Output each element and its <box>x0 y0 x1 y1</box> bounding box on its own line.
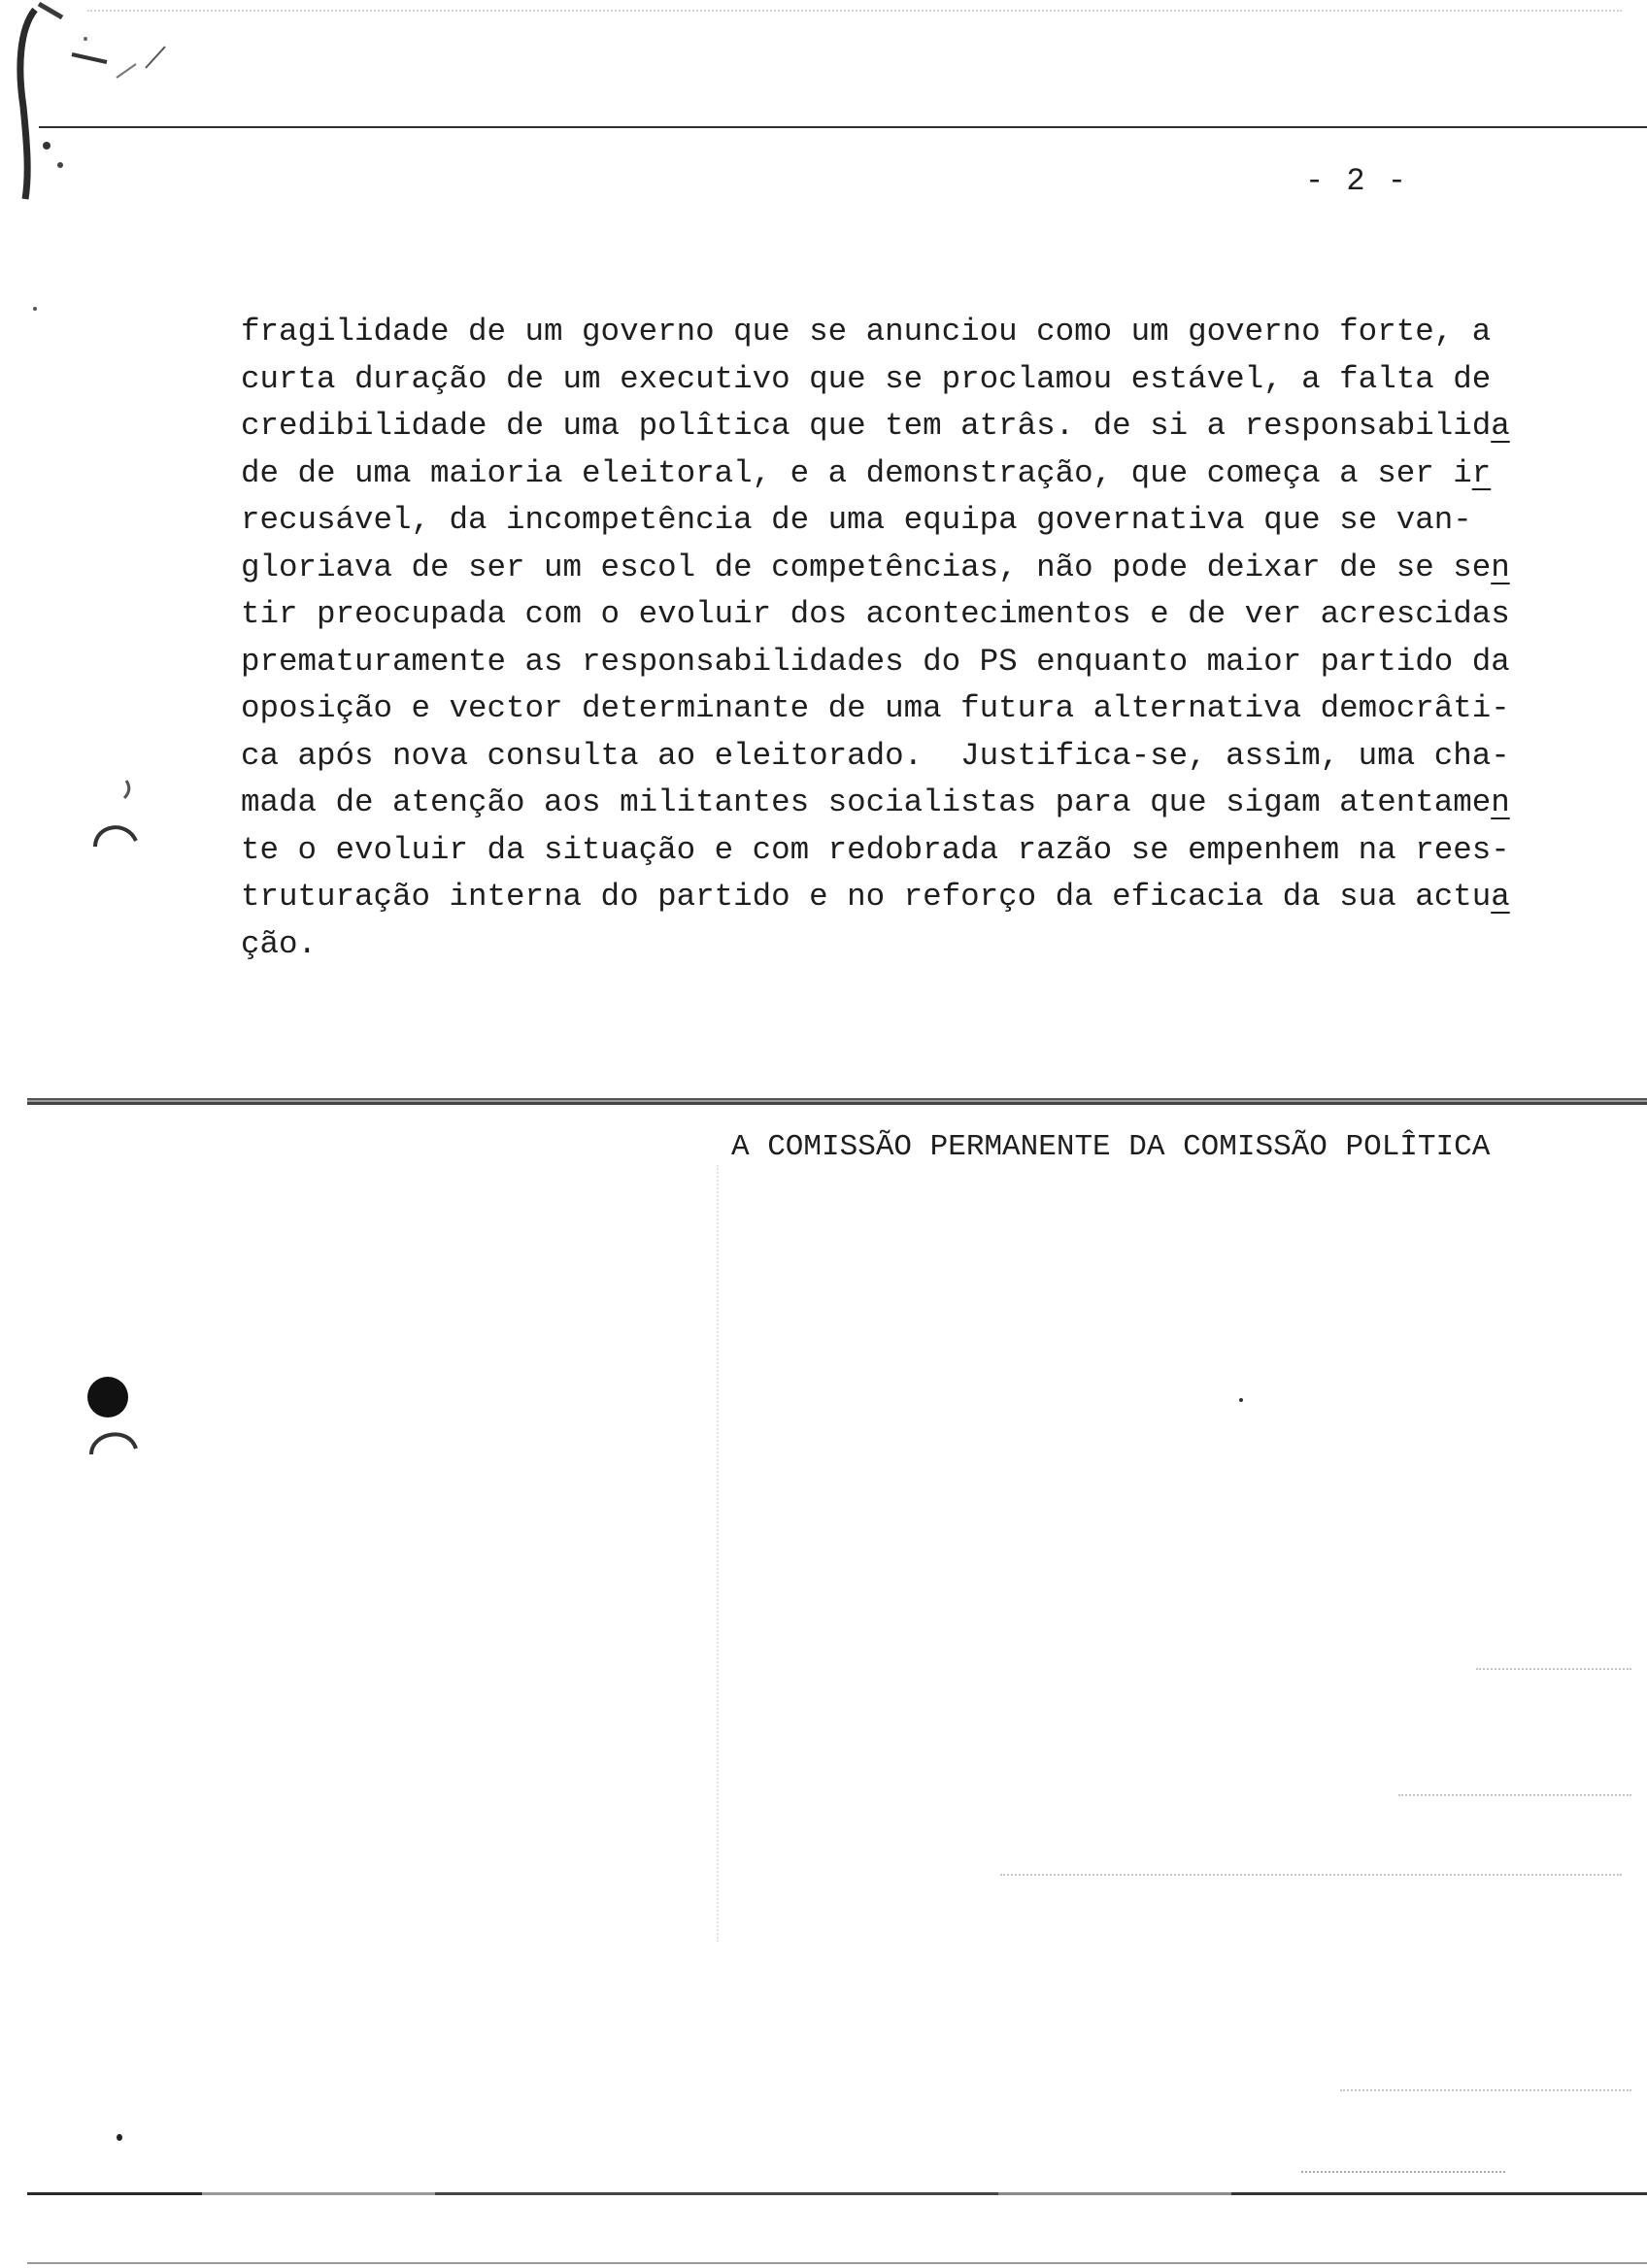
body-line <box>241 733 1562 781</box>
bottom-rule <box>27 2192 1647 2195</box>
body-line <box>241 403 1562 450</box>
binder-hole-filled <box>87 1377 128 1418</box>
body-line-text: ção. <box>241 925 318 962</box>
body-line-text: fragilidade de um governo que se anunciou como um governo forte, a <box>241 314 1492 350</box>
binder-hole-outline <box>85 1419 144 1458</box>
scan-artifact-dot <box>117 2134 122 2141</box>
body-line <box>241 639 1562 686</box>
body-line-text: credibilidade de uma polîtica que tem atrâs. de si a responsabilid <box>241 408 1492 444</box>
scan-artifact-right-dots <box>1340 2089 1631 2091</box>
body-line <box>241 309 1562 356</box>
body-line-text: oposição e vector determinante de uma futura alternativa democrâti- <box>241 690 1510 726</box>
body-line-text: te o evoluir da situação e com redobrada razão se empenhem na rees- <box>241 831 1510 868</box>
body-line-text: curta duração de um executivo que se proclamou estável, a falta de <box>241 360 1492 397</box>
body-line-text: de de uma maioria eleitoral, e a demonstração, que começa a ser i <box>241 454 1472 491</box>
scan-artifact-corner <box>0 0 214 204</box>
body-line-text: tir preocupada com o evoluir dos acontecimentos e de ver acrescidas <box>241 596 1510 632</box>
page-number: - 2 - <box>1305 163 1409 199</box>
body-line-text: gloriava de ser um escol de competências, não pode deixar de se se <box>241 549 1492 585</box>
body-line-text: truturação interna do partido e no reforço da eficacia da sua actu <box>241 879 1492 915</box>
body-line <box>241 545 1562 592</box>
body-line-text: recusável, da incompetência de uma equipa governativa que se van- <box>241 502 1472 538</box>
body-line-text: ca após nova consulta ao eleitorado. Justifica-se, assim, uma cha- <box>241 737 1510 774</box>
scan-artifact-dot <box>1239 1398 1243 1402</box>
body-line <box>241 921 1562 969</box>
body-line <box>241 780 1562 827</box>
top-rule <box>39 126 1647 128</box>
body-line-text: mada de atenção aos militantes socialistas para que sigam atentame <box>241 784 1492 820</box>
binder-hole-upper <box>87 777 146 854</box>
scan-artifact-right-dots <box>1000 1874 1622 1876</box>
body-line <box>241 497 1562 545</box>
hyphenation-underline-mark: a <box>1491 879 1510 915</box>
body-paragraph <box>241 309 1562 968</box>
body-line <box>241 356 1562 404</box>
body-line <box>241 874 1562 921</box>
signature-rule <box>27 1098 1647 1105</box>
scan-artifact-right-dots <box>1301 2171 1505 2173</box>
body-line <box>241 827 1562 875</box>
hyphenation-underline-mark: n <box>1491 784 1510 820</box>
hyphenation-underline-mark: n <box>1491 549 1510 585</box>
scan-artifact-right-dots <box>1476 1668 1631 1670</box>
body-line <box>241 685 1562 733</box>
hyphenation-underline-mark: a <box>1491 408 1510 444</box>
body-line <box>241 591 1562 639</box>
scan-artifact-top-dots <box>87 10 1622 12</box>
hyphenation-underline-mark: r <box>1471 454 1492 491</box>
bottom-edge-rule <box>27 2262 1647 2264</box>
body-line-text: prematuramente as responsabilidades do PS enquanto maior partido da <box>241 643 1510 680</box>
body-line <box>241 450 1562 498</box>
scan-artifact-vertical <box>717 1165 719 1942</box>
scan-artifact-right-dots <box>1398 1794 1631 1796</box>
signature: A COMISSÃO PERMANENTE DA COMISSÃO POLÎTICA <box>731 1130 1491 1164</box>
scan-artifact-dot <box>33 307 37 311</box>
